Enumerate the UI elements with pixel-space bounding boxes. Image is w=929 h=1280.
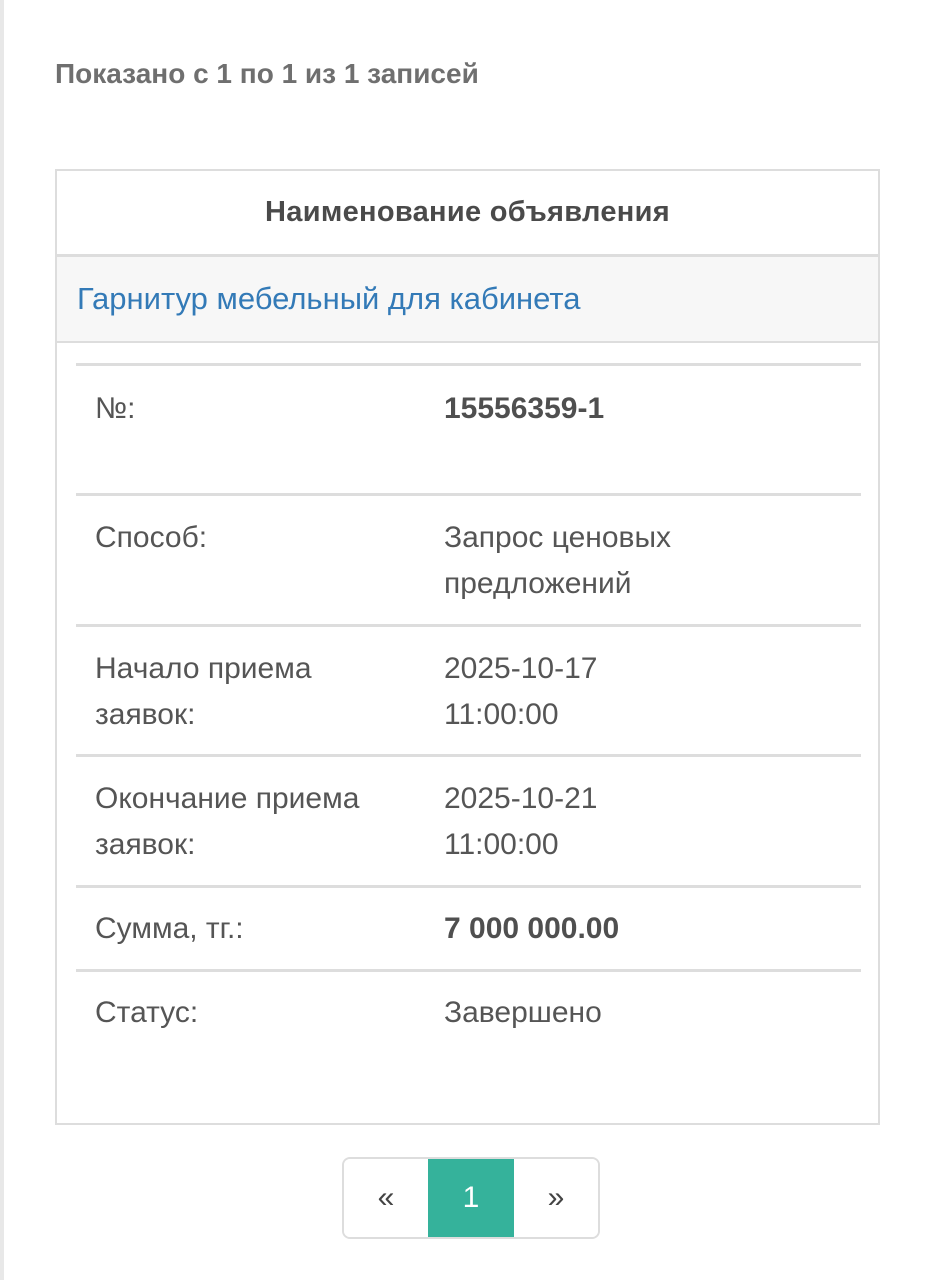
detail-value: 2025-10-17 11:00:00 [444, 652, 598, 731]
detail-row-status [76, 972, 861, 1092]
detail-label: Окончание приема заявок: [95, 782, 360, 861]
detail-row-start [76, 627, 861, 757]
details-list [76, 363, 861, 1092]
announcement-title-link[interactable]: Гарнитур мебельный для кабинета [57, 257, 878, 343]
detail-row-number [76, 366, 861, 496]
detail-value: 15556359-1 [444, 392, 605, 425]
detail-value: Завершено [444, 996, 602, 1029]
detail-label: Сумма, тг.: [95, 912, 244, 945]
detail-row-method [76, 496, 861, 627]
column-header: Наименование объявления [57, 171, 878, 257]
records-summary: Показано с 1 по 1 из 1 записей [55, 58, 479, 89]
next-page-button[interactable]: » [514, 1159, 598, 1237]
prev-page-button[interactable]: « [344, 1159, 428, 1237]
page-1-button[interactable]: 1 [428, 1159, 514, 1237]
detail-value: 7 000 000.00 [444, 912, 620, 945]
detail-value: 2025-10-21 11:00:00 [444, 782, 598, 861]
detail-value: Запрос ценовых предложений [444, 521, 672, 600]
detail-label: Способ: [95, 521, 208, 554]
detail-label: Начало приема заявок: [95, 652, 312, 731]
pagination [342, 1157, 600, 1239]
detail-label: Статус: [95, 996, 199, 1029]
announcement-card [55, 169, 880, 1125]
detail-label: №: [95, 392, 136, 425]
detail-row-end [76, 757, 861, 888]
detail-row-amount [76, 888, 861, 972]
